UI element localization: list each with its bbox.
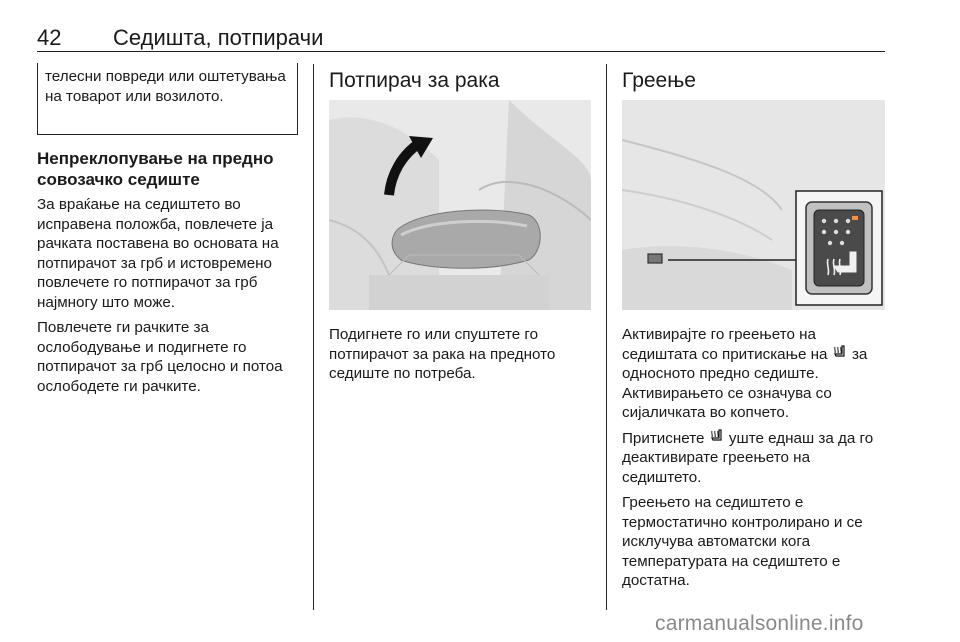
- armrest-caption: Подигнете го или спуштете го потпирачот за рака на предното седиште по потреба.: [329, 326, 556, 382]
- warning-text: телесни повреди или оштетувања на товарот или возилото.: [45, 68, 286, 105]
- paragraph: Повлечете ги рачките за ослободување и подигнете го потпирачот за грб целосно и потоа ослободете ги рачките.: [37, 319, 283, 395]
- seat-heater-icon: [709, 429, 725, 449]
- column-divider-2: [606, 64, 607, 610]
- page-title: Седишта, потпирачи: [113, 25, 324, 50]
- paragraph: За враќање на седиштето во исправена положба, повлечете ја рачката поставена во основата на потпирачот за грб и истовремено повлечете го потпирачот за грб најмногу што може.: [37, 196, 279, 311]
- paragraph-text: Притиснете: [622, 429, 705, 447]
- seat-heater-illustration: [622, 100, 885, 310]
- paragraph-text: уште еднаш за да го деактивирате греењето на седиштето.: [622, 429, 874, 486]
- paragraph: [622, 325, 892, 423]
- seat-heater-icon: [832, 345, 848, 365]
- paragraph-text: за односното предно седиште. Активирањето се означува со сијаличката во копчето.: [622, 345, 868, 421]
- column-divider-1: [313, 64, 314, 610]
- section-title-armrest: Потпирач за рака: [329, 69, 500, 92]
- column-1-body: [37, 195, 302, 402]
- paragraph: Греењето на седиштето е термостатично контролирано и се исклучува автоматски кога температурата на седиштето е достатна.: [622, 494, 863, 589]
- seat-heater-drawing: [622, 100, 885, 310]
- armrest-illustration: [329, 100, 591, 310]
- header-rule: [37, 51, 885, 52]
- page-number: 42: [37, 25, 62, 50]
- warning-box: [37, 63, 298, 135]
- paragraph: [622, 429, 892, 488]
- section-title-heating: Греење: [622, 69, 696, 92]
- paragraph-text: Активирајте го греењето на седиштата со притискање на: [622, 326, 828, 363]
- column-3-body: [622, 325, 892, 597]
- section-subheading: Непреклопување на предно совозачко седиште: [37, 149, 274, 189]
- armrest-drawing: [329, 100, 591, 310]
- watermark: carmanualsonline.info: [655, 612, 864, 635]
